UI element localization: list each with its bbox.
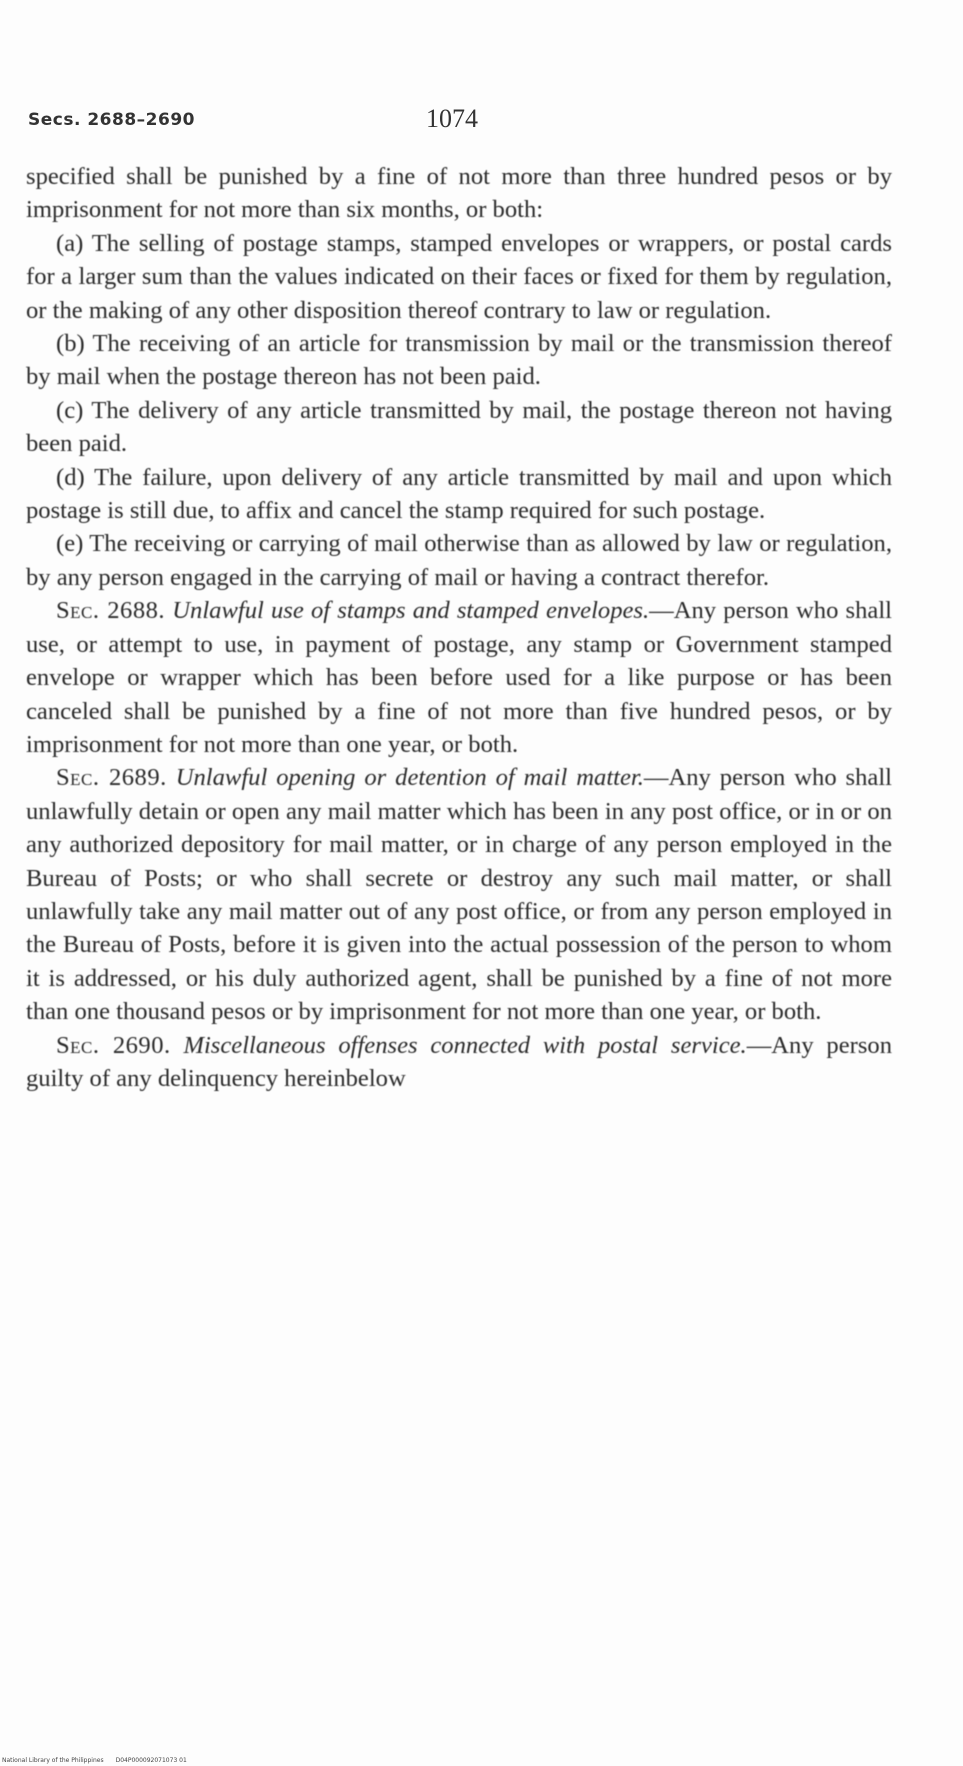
clause-c: (c) The delivery of any article transmitted by mail, the postage thereon not having been paid. <box>26 396 892 458</box>
clause-e: (e) The receiving or carrying of mail otherwise than as allowed by law or regulation, by any person engaged in the carrying of mail or having a contract therefor. <box>26 530 892 591</box>
section-number: Sec. 2688. <box>56 597 166 625</box>
running-head <box>28 104 908 136</box>
section-text: —Any person who shall use, or attempt to use, in payment of postage, any stamp or Government stamped envelope or wrapper which has been before used for a like purpose or has been canceled shall be punished by a fine of not more than five hundred pesos, or by imprisonment for not more than one year, or both. <box>26 597 893 758</box>
section-text: —Any person who shall unlawfully detain or open any mail matter which has been in any post office, or in or on any authorized depository for mail matter, or in charge of any person employed in the Bureau of Posts; or who shall secrete or destroy any such mail matter, or shall unlawfully take any mail matter out of any post office, or from any person employed in the Bureau of Posts, before it is given into the actual possession of the person to whom it is addressed, or his duly authorized agent, shall be punished by a fine of not more than one thousand pesos or by imprisonment for not more than one year, or both. <box>26 764 892 1026</box>
clause-d: (d) The failure, upon delivery of any article transmitted by mail and upon which postage is still due, to affix and cancel the stamp required for such postage. <box>26 463 892 525</box>
clause-b: (b) The receiving of an article for transmission by mail or the transmission thereof by mail when the postage thereon has not been paid. <box>26 330 892 391</box>
section-2689 <box>26 761 892 1028</box>
scan-identifier: D04P000092071073 01 <box>115 1757 187 1764</box>
section-range: Secs. 2688–2690 <box>28 110 195 130</box>
library-credit: National Library of the Philippines <box>2 1757 104 1764</box>
section-text: —Any person guilty of any delinquency hereinbelow <box>26 1031 892 1092</box>
body-text <box>26 160 892 1095</box>
section-2690 <box>26 1029 892 1096</box>
continuation-paragraph: specified shall be punished by a fine of not more than three hundred pesos or by imprisonment for not more than six months, or both: <box>26 163 892 224</box>
scan-footer <box>2 1757 187 1764</box>
page-number: 1074 <box>426 104 478 133</box>
section-2688 <box>26 594 892 761</box>
section-number: Sec. 2689. <box>56 764 167 792</box>
section-title: Unlawful use of stamps and stamped envelopes. <box>172 597 650 625</box>
section-title: Miscellaneous offenses connected with postal service. <box>183 1031 747 1059</box>
section-number: Sec. 2690. <box>56 1031 171 1059</box>
clause-a: (a) The selling of postage stamps, stamped envelopes or wrappers, or postal cards for a larger sum than the values indicated on their faces or fixed for them by regulation, or the making of any other disposition thereof contrary to law or regulation. <box>26 229 892 324</box>
section-title: Unlawful opening or detention of mail matter. <box>175 764 644 792</box>
